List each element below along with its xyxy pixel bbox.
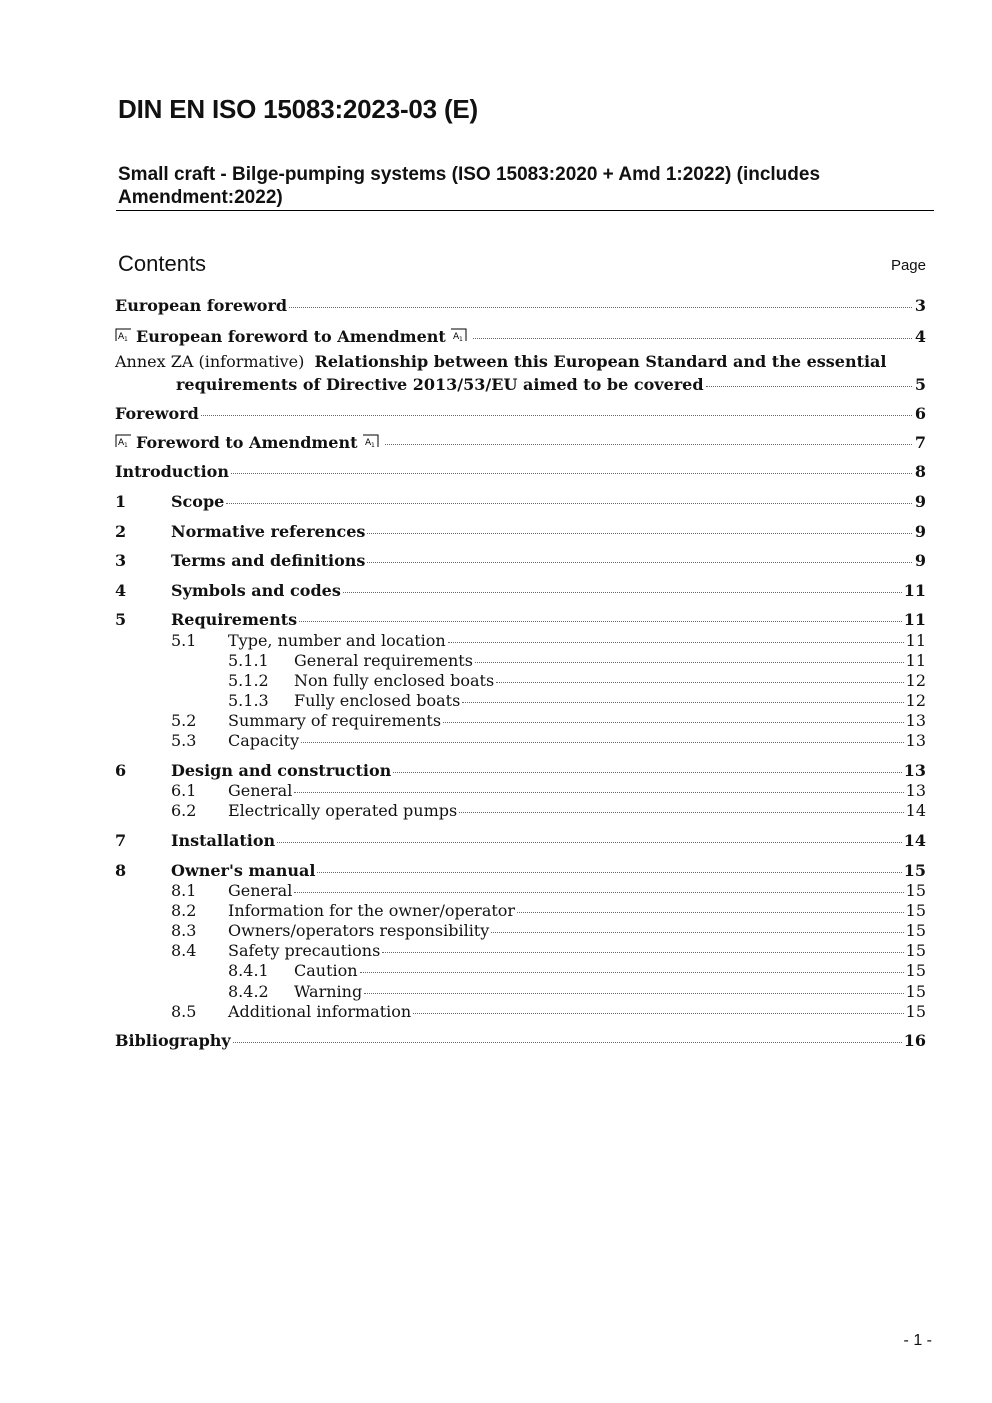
dot-leader bbox=[413, 1013, 903, 1014]
toc-number: 5.1.2 bbox=[228, 671, 269, 690]
toc-label: General bbox=[228, 881, 293, 900]
toc-entry-5-1-2[interactable] bbox=[228, 671, 926, 690]
toc-number: 7 bbox=[115, 831, 127, 850]
toc-page: 15 bbox=[903, 861, 926, 880]
toc-page: 12 bbox=[905, 671, 926, 690]
annex-title-line1: Relationship between this European Standard and the essential bbox=[314, 352, 887, 371]
toc-entry-8-4-2[interactable] bbox=[228, 982, 926, 1001]
toc-page: 11 bbox=[905, 631, 926, 650]
toc-entry-5-2[interactable] bbox=[171, 711, 926, 730]
toc-entry-foreword[interactable] bbox=[115, 404, 926, 423]
svg-text:1: 1 bbox=[124, 336, 128, 342]
dot-leader bbox=[393, 772, 901, 773]
toc-page: 9 bbox=[914, 522, 926, 541]
toc-entry-5[interactable] bbox=[115, 610, 926, 629]
toc-page: 13 bbox=[905, 711, 926, 730]
toc-label: Information for the owner/operator bbox=[228, 901, 516, 920]
toc-entry-european-foreword-amendment[interactable] bbox=[115, 327, 926, 346]
amendment-end-icon bbox=[362, 434, 379, 448]
toc-page: 9 bbox=[914, 551, 926, 570]
toc-number: 8.3 bbox=[171, 921, 197, 940]
toc-page: 15 bbox=[905, 881, 926, 900]
dot-leader bbox=[231, 473, 912, 474]
toc-page: 15 bbox=[905, 921, 926, 940]
toc-number: 8.4.2 bbox=[228, 982, 269, 1001]
svg-text:A: A bbox=[118, 332, 125, 342]
toc-entry-5-3[interactable] bbox=[171, 731, 926, 750]
title-divider bbox=[116, 210, 934, 211]
dot-leader bbox=[491, 932, 903, 933]
toc-label: Installation bbox=[171, 831, 276, 850]
dot-leader bbox=[382, 952, 903, 953]
dot-leader bbox=[473, 338, 912, 339]
dot-leader bbox=[443, 722, 904, 723]
toc-entry-3[interactable] bbox=[115, 551, 926, 570]
toc-entry-8-1[interactable] bbox=[171, 881, 926, 900]
toc-page: 15 bbox=[905, 961, 926, 980]
toc-number: 6.2 bbox=[171, 801, 197, 820]
toc-entry-2[interactable] bbox=[115, 522, 926, 541]
dot-leader bbox=[706, 386, 912, 387]
toc-label: Requirements bbox=[171, 610, 298, 629]
toc-page: 15 bbox=[905, 901, 926, 920]
toc-page: 13 bbox=[905, 731, 926, 750]
toc-entry-1[interactable] bbox=[115, 492, 926, 511]
toc-entry-6-1[interactable] bbox=[171, 781, 926, 800]
toc-page: 6 bbox=[914, 404, 926, 423]
toc-label: Non fully enclosed boats bbox=[294, 671, 495, 690]
toc-entry-8-4[interactable] bbox=[171, 941, 926, 960]
dot-leader bbox=[294, 892, 903, 893]
toc-entry-8-3[interactable] bbox=[171, 921, 926, 940]
dot-leader bbox=[233, 1042, 902, 1043]
toc-label: Electrically operated pumps bbox=[228, 801, 458, 820]
dot-leader bbox=[301, 742, 904, 743]
toc-entry-4[interactable] bbox=[115, 581, 926, 600]
toc-number: 8 bbox=[115, 861, 127, 880]
toc-page: 5 bbox=[914, 375, 926, 394]
toc-page: 16 bbox=[903, 1031, 926, 1050]
toc-page: 15 bbox=[905, 982, 926, 1001]
toc-label: Additional information bbox=[228, 1002, 412, 1021]
amendment-start-icon bbox=[115, 434, 132, 448]
toc-page: 9 bbox=[914, 492, 926, 511]
svg-text:A: A bbox=[364, 438, 371, 448]
toc-number: 4 bbox=[115, 581, 127, 600]
toc-entry-5-1-3[interactable] bbox=[228, 691, 926, 710]
toc-label: Bibliography bbox=[115, 1031, 231, 1050]
svg-text:1: 1 bbox=[458, 336, 463, 342]
toc-page: 11 bbox=[905, 651, 926, 670]
toc-label: Caution bbox=[294, 961, 358, 980]
svg-text:1: 1 bbox=[124, 442, 128, 448]
toc-number: 5.2 bbox=[171, 711, 197, 730]
toc-number: 8.2 bbox=[171, 901, 197, 920]
toc-label: Symbols and codes bbox=[171, 581, 341, 600]
dot-leader bbox=[343, 592, 902, 593]
toc-entry-bibliography[interactable] bbox=[115, 1031, 926, 1050]
toc-entry-7[interactable] bbox=[115, 831, 926, 850]
dot-leader bbox=[367, 533, 912, 534]
amendment-start-icon bbox=[115, 328, 132, 342]
toc-label: European foreword to Amendment bbox=[136, 327, 446, 346]
toc-entry-introduction[interactable] bbox=[115, 462, 926, 481]
toc-page: 7 bbox=[914, 433, 926, 452]
toc-number: 5.1.3 bbox=[228, 691, 269, 710]
toc-page: 14 bbox=[903, 831, 926, 850]
dot-leader bbox=[462, 702, 903, 703]
dot-leader bbox=[475, 662, 904, 663]
toc-number: 6 bbox=[115, 761, 127, 780]
toc-page: 13 bbox=[905, 781, 926, 800]
toc-label: Design and construction bbox=[171, 761, 392, 780]
toc-label: Scope bbox=[171, 492, 225, 511]
toc-label: Fully enclosed boats bbox=[294, 691, 461, 710]
toc-label: European foreword bbox=[115, 296, 288, 315]
dot-leader bbox=[360, 972, 904, 973]
toc-number: 5.3 bbox=[171, 731, 197, 750]
toc-entry-6[interactable] bbox=[115, 761, 926, 780]
toc-page: 11 bbox=[903, 610, 926, 629]
dot-leader bbox=[448, 642, 904, 643]
toc-label: Safety precautions bbox=[228, 941, 381, 960]
toc-entry-6-2[interactable] bbox=[171, 801, 926, 820]
toc-label: Summary of requirements bbox=[228, 711, 442, 730]
toc-label: Owners/operators responsibility bbox=[228, 921, 490, 940]
toc-number: 5.1 bbox=[171, 631, 197, 650]
toc-label: Terms and definitions bbox=[171, 551, 366, 570]
dot-leader bbox=[367, 562, 912, 563]
toc-page: 14 bbox=[905, 801, 926, 820]
toc-page: 4 bbox=[914, 327, 926, 346]
toc-label: General requirements bbox=[294, 651, 473, 670]
toc-page: 15 bbox=[905, 941, 926, 960]
dot-leader bbox=[496, 682, 903, 683]
toc-page: 11 bbox=[903, 581, 926, 600]
toc-page: 12 bbox=[905, 691, 926, 710]
toc-entry-foreword-amendment[interactable] bbox=[115, 433, 926, 452]
toc-number: 8.4.1 bbox=[228, 961, 269, 980]
dot-leader bbox=[226, 503, 912, 504]
toc-entry-5-1-1[interactable] bbox=[228, 651, 926, 670]
toc-page: 3 bbox=[914, 296, 926, 315]
toc-number: 2 bbox=[115, 522, 127, 541]
toc-label: Foreword to Amendment bbox=[136, 433, 358, 452]
toc-entry-8-5[interactable] bbox=[171, 1002, 926, 1021]
toc-entry-8-4-1[interactable] bbox=[228, 961, 926, 980]
page-column-label: Page bbox=[890, 257, 926, 274]
dot-leader bbox=[201, 415, 912, 416]
toc-page: 8 bbox=[914, 462, 926, 481]
annex-title-line2: requirements of Directive 2013/53/EU aimed to be covered bbox=[176, 375, 704, 394]
dot-leader bbox=[317, 872, 901, 873]
toc-label: Foreword bbox=[115, 404, 199, 423]
toc-number: 1 bbox=[115, 492, 127, 511]
toc-label: Normative references bbox=[171, 522, 366, 541]
toc-number: 6.1 bbox=[171, 781, 197, 800]
toc-page: 13 bbox=[903, 761, 926, 780]
dot-leader bbox=[517, 912, 904, 913]
toc-label: Type, number and location bbox=[228, 631, 446, 650]
svg-text:A: A bbox=[452, 332, 459, 342]
document-title: DIN EN ISO 15083:2023-03 (E) bbox=[118, 94, 479, 124]
toc-label: Capacity bbox=[228, 731, 300, 750]
toc-number: 3 bbox=[115, 551, 127, 570]
toc-number: 5 bbox=[115, 610, 127, 629]
amendment-end-icon bbox=[450, 328, 467, 342]
toc-label: General bbox=[228, 781, 293, 800]
toc-label: Warning bbox=[294, 982, 363, 1001]
svg-text:A: A bbox=[118, 438, 125, 448]
toc-label: Introduction bbox=[115, 462, 229, 481]
toc-entry-8[interactable] bbox=[115, 861, 926, 880]
dot-leader bbox=[294, 792, 903, 793]
toc-number: 8.4 bbox=[171, 941, 197, 960]
dot-leader bbox=[385, 444, 912, 445]
dot-leader bbox=[299, 621, 902, 622]
dot-leader bbox=[364, 993, 903, 994]
toc-entry-5-1[interactable] bbox=[171, 631, 926, 650]
dot-leader bbox=[289, 307, 912, 308]
toc-number: 5.1.1 bbox=[228, 651, 269, 670]
toc-number: 8.5 bbox=[171, 1002, 197, 1021]
page-number: - 1 - bbox=[903, 1332, 932, 1349]
toc-entry-annex-za-line2[interactable] bbox=[176, 375, 926, 394]
annex-prefix: Annex ZA (informative) bbox=[115, 352, 305, 371]
toc-entry-annex-za-line1[interactable] bbox=[115, 352, 887, 371]
toc-entry-european-foreword[interactable] bbox=[115, 296, 926, 315]
toc-entry-8-2[interactable] bbox=[171, 901, 926, 920]
dot-leader bbox=[277, 842, 902, 843]
svg-text:1: 1 bbox=[370, 442, 375, 448]
contents-heading: Contents bbox=[118, 251, 207, 276]
document-subtitle: Small craft - Bilge-pumping systems (ISO 15083:2020 + Amd 1:2022) (includes Amendment:2022) bbox=[118, 164, 821, 208]
toc-number: 8.1 bbox=[171, 881, 197, 900]
toc-label: Owner's manual bbox=[171, 861, 316, 880]
toc-page: 15 bbox=[905, 1002, 926, 1021]
dot-leader bbox=[459, 812, 903, 813]
